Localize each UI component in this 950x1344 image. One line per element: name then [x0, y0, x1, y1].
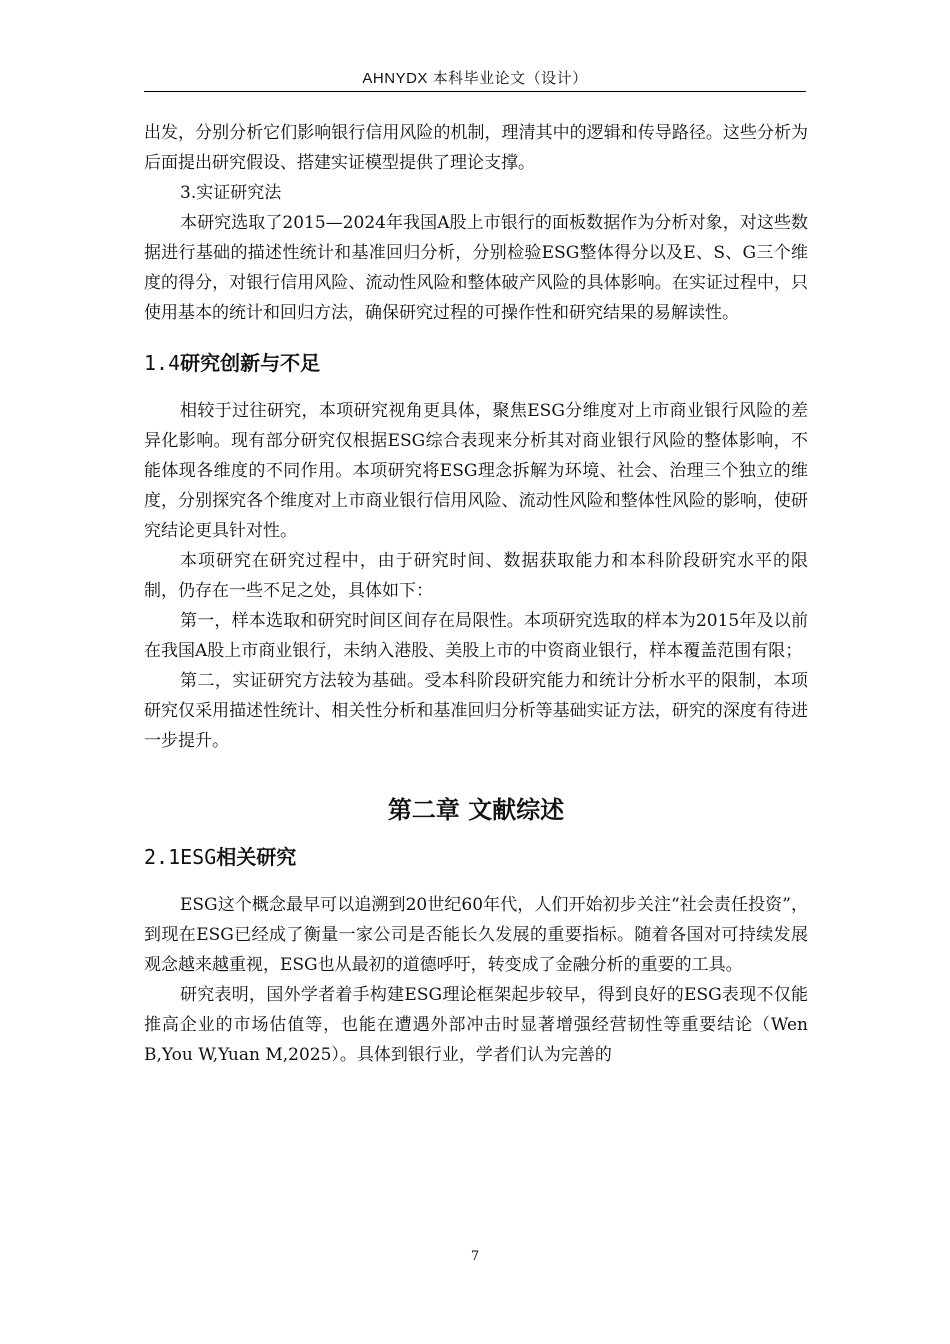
- paragraph-empirical-method: 本研究选取了2015—2024年我国A股上市银行的面板数据作为分析对象，对这些数据进行基础的描述性统计和基准回归分析，分别检验ESG整体得分以及E、S、G三个维度的得分，对银行信用风险、流动性风险和整体破产风险的具体影响。在实证过程中，只使用基本的统计和回归方法，确保研究过程的可操作性和研究结果的易解读性。: [144, 213, 808, 323]
- paragraph-intro-continuation: 出发，分别分析它们影响银行信用风险的机制，理清其中的逻辑和传导路径。这些分析为后面提出研究假设、搭建实证模型提供了理论支撑。: [144, 123, 808, 173]
- header-rule: [144, 91, 806, 92]
- body-text: [144, 118, 808, 1070]
- section-1-4-number: 1.4: [144, 351, 181, 375]
- page-number: 7: [470, 1249, 480, 1264]
- paragraph-limitation-1: 第一，样本选取和研究时间区间存在局限性。本项研究选取的样本为2015年及以前在我国A股上市商业银行，未纳入港股、美股上市的中资商业银行，样本覆盖范围有限；: [144, 611, 808, 661]
- section-1-4-title: 研究创新与不足: [180, 351, 321, 375]
- paragraph-limitations-intro: 本项研究在研究过程中，由于研究时间、数据获取能力和本科阶段研究水平的限制，仍存在一些不足之处，具体如下：: [144, 551, 808, 601]
- chapter-2-title: 第二章 文献综述: [387, 796, 565, 824]
- section-2-1-heading: [144, 842, 808, 872]
- running-header: AHNYDX 本科毕业论文（设计）: [362, 70, 588, 87]
- section-1-4-heading: [144, 348, 808, 378]
- paragraph-limitation-2: 第二，实证研究方法较为基础。受本科阶段研究能力和统计分析水平的限制，本项研究仅采用描述性统计、相关性分析和基准回归分析等基础实证方法，研究的深度有待进一步提升。: [144, 671, 808, 751]
- paragraph-esg-research: 研究表明，国外学者着手构建ESG理论框架起步较早，得到良好的ESG表现不仅能推高企业的市场估值等，也能在遭遇外部冲击时显著增强经营韧性等重要结论（Wen B,You W,Yuan M,2025）。具体到银行业，学者们认为完善的: [144, 985, 808, 1065]
- paragraph-esg-origin: ESG这个概念最早可以追溯到20世纪60年代，人们开始初步关注“社会责任投资”，到现在ESG已经成了衡量一家公司是否能长久发展的重要指标。随着各国对可持续发展观念越来越重视，ESG也从最初的道德呼吁，转变成了金融分析的重要的工具。: [144, 895, 808, 975]
- paragraph-innovation: 相较于过往研究，本项研究视角更具体，聚焦ESG分维度对上市商业银行风险的差异化影响。现有部分研究仅根据ESG综合表现来分析其对商业银行风险的整体影响，不能体现各维度的不同作用。本项研究将ESG理念拆解为环境、社会、治理三个独立的维度，分别探究各个维度对上市商业银行信用风险、流动性风险和整体性风险的影响，使研究结论更具针对性。: [144, 401, 808, 541]
- section-2-1-title: 相关研究: [216, 845, 297, 869]
- section-2-1-number: 2.1ESG: [144, 845, 217, 869]
- method3-heading: 3.实证研究法: [180, 183, 282, 203]
